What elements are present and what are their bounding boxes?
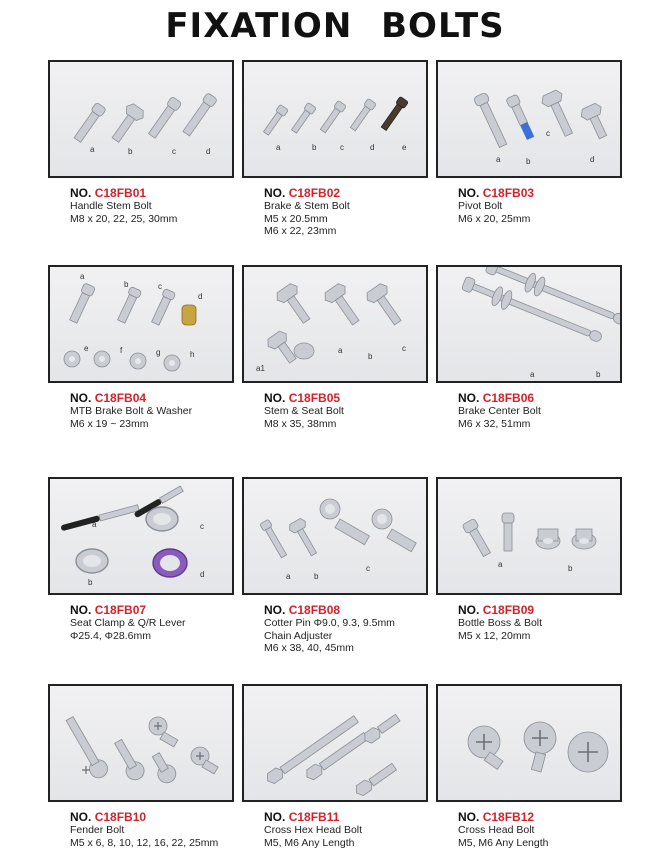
bolt-set-illustration	[438, 267, 622, 383]
product-code-line	[458, 186, 628, 200]
product-caption	[458, 810, 628, 849]
product-code-line	[70, 810, 240, 824]
item-label-a: a	[338, 346, 343, 355]
product-code: C18FB07	[94, 603, 147, 617]
product-caption	[70, 810, 240, 849]
product-spec: M8 x 20, 22, 25, 30mm	[70, 212, 178, 225]
bolt-set-illustration	[244, 479, 428, 595]
item-label-b: b	[368, 352, 373, 361]
product-caption	[458, 603, 628, 642]
item-label-b: b	[314, 572, 319, 581]
product-code-line	[70, 603, 240, 617]
bolt-set-illustration	[438, 62, 622, 178]
item-label-c: c	[340, 143, 344, 152]
product-caption	[264, 603, 434, 655]
item-label-b: b	[596, 370, 601, 379]
product-name: Pivot Bolt	[458, 200, 503, 212]
item-label-a1: a1	[256, 364, 265, 373]
product-no-label: NO.	[458, 603, 480, 617]
product-code: C18FB11	[288, 810, 340, 824]
bolt-set-illustration	[50, 267, 234, 383]
product-photo	[242, 265, 428, 383]
product-no-label: NO.	[458, 810, 480, 824]
product-spec: M5, M6 Any Length	[264, 836, 355, 849]
item-label-b: b	[312, 143, 317, 152]
item-label-d: d	[370, 143, 375, 152]
product-no-label: NO.	[458, 391, 480, 405]
product-spec: M6 x 19 ~ 23mm	[70, 417, 149, 430]
product-code-line	[264, 603, 434, 617]
product-photo	[48, 477, 234, 595]
product-caption	[264, 810, 434, 849]
bolt-set-illustration	[244, 62, 428, 178]
product-code: C18FB08	[288, 603, 341, 617]
product-caption	[458, 186, 628, 225]
bolt-set-illustration	[50, 479, 234, 595]
item-label-c: c	[158, 282, 162, 291]
product-code: C18FB02	[288, 186, 341, 200]
item-label-a: a	[80, 272, 85, 281]
product-code-line	[70, 186, 240, 200]
product-caption	[70, 603, 240, 642]
product-spec: M5 x 6, 8, 10, 12, 16, 22, 25mm	[70, 836, 219, 849]
item-label-b: b	[88, 578, 93, 587]
page-title: FIXATION BOLTS	[165, 6, 505, 46]
product-photo	[436, 265, 622, 383]
product-code: C18FB03	[482, 186, 535, 200]
product-photo	[436, 477, 622, 595]
item-label-a: a	[92, 520, 97, 529]
product-spec: Chain Adjuster	[264, 629, 333, 642]
item-label-b: b	[124, 280, 129, 289]
product-code-line	[458, 603, 628, 617]
product-no-label: NO.	[264, 810, 286, 824]
product-caption	[264, 391, 434, 430]
product-no-label: NO.	[264, 186, 286, 200]
product-no-label: NO.	[70, 810, 92, 824]
product-spec: M6 x 38, 40, 45mm	[264, 642, 354, 654]
product-code-line	[458, 391, 628, 405]
item-label-d: d	[590, 155, 595, 164]
product-photo	[48, 684, 234, 802]
product-name: Cross Hex Head Bolt	[264, 824, 363, 836]
product-name: Handle Stem Bolt	[70, 200, 152, 212]
item-label-c: c	[546, 129, 550, 138]
product-code-line	[264, 186, 434, 200]
product-photo	[242, 477, 428, 595]
item-label-a: a	[530, 370, 535, 379]
bolt-set-illustration	[438, 479, 622, 595]
item-label-a: a	[90, 145, 95, 154]
item-label-h: h	[190, 350, 195, 359]
product-spec: M6 x 22, 23mm	[264, 225, 337, 237]
product-code-line	[458, 810, 628, 824]
item-label-e: e	[84, 344, 89, 353]
product-code-line	[264, 391, 434, 405]
item-label-b: b	[526, 157, 531, 166]
product-code-line	[264, 810, 434, 824]
bolt-set-illustration	[50, 686, 234, 802]
product-name: Cross Head Bolt	[458, 824, 535, 836]
item-label-e: e	[402, 143, 407, 152]
product-no-label: NO.	[264, 391, 286, 405]
item-label-c: c	[402, 344, 406, 353]
bolt-set-illustration	[244, 686, 428, 802]
item-label-b: b	[128, 147, 133, 156]
item-label-b: b	[568, 564, 573, 573]
bolt-set-illustration	[438, 686, 622, 802]
product-name: Seat Clamp & Q/R Lever	[70, 617, 186, 629]
product-spec: M5 x 20.5mm	[264, 212, 328, 225]
product-name: Cotter Pin Φ9.0, 9.3, 9.5mm	[264, 617, 395, 629]
product-spec: M6 x 32, 51mm	[458, 417, 531, 430]
item-label-c: c	[366, 564, 370, 573]
product-photo	[48, 60, 234, 178]
product-photo	[48, 265, 234, 383]
item-label-c: c	[172, 147, 176, 156]
product-spec: M6 x 20, 25mm	[458, 212, 531, 225]
product-code: C18FB10	[94, 810, 147, 824]
product-caption	[70, 391, 240, 430]
item-label-c: c	[200, 522, 204, 531]
product-spec: Φ25.4, Φ28.6mm	[70, 629, 151, 642]
product-spec: M5 x 12, 20mm	[458, 629, 531, 642]
bolt-set-illustration	[244, 267, 428, 383]
item-label-a: a	[498, 560, 503, 569]
item-label-a: a	[276, 143, 281, 152]
product-name: Brake Center Bolt	[458, 405, 541, 417]
product-name: Fender Bolt	[70, 824, 125, 836]
item-label-d: d	[198, 292, 203, 301]
product-spec: M5, M6 Any Length	[458, 836, 549, 849]
product-code: C18FB04	[94, 391, 147, 405]
product-name: Brake & Stem Bolt	[264, 200, 350, 212]
product-code: C18FB09	[482, 603, 535, 617]
product-code: C18FB05	[288, 391, 341, 405]
product-photo	[436, 684, 622, 802]
product-spec: M8 x 35, 38mm	[264, 417, 337, 430]
product-no-label: NO.	[70, 391, 92, 405]
product-name: Bottle Boss & Bolt	[458, 617, 543, 629]
product-caption	[264, 186, 434, 238]
product-no-label: NO.	[458, 186, 480, 200]
product-no-label: NO.	[70, 603, 92, 617]
product-caption	[70, 186, 240, 225]
product-no-label: NO.	[264, 603, 286, 617]
item-label-d: d	[206, 147, 211, 156]
product-photo	[242, 684, 428, 802]
product-code-line	[70, 391, 240, 405]
item-label-f: f	[120, 346, 123, 355]
bolt-set-illustration	[50, 62, 234, 178]
product-code: C18FB12	[482, 810, 535, 824]
product-photo	[242, 60, 428, 178]
item-label-d: d	[200, 570, 205, 579]
product-no-label: NO.	[70, 186, 92, 200]
product-photo	[436, 60, 622, 178]
product-code: C18FB06	[482, 391, 535, 405]
item-label-a: a	[286, 572, 291, 581]
product-name: Stem & Seat Bolt	[264, 405, 344, 417]
item-label-a: a	[496, 155, 501, 164]
product-code: C18FB01	[94, 186, 147, 200]
product-caption	[458, 391, 628, 430]
item-label-g: g	[156, 348, 161, 357]
product-name: MTB Brake Bolt & Washer	[70, 405, 193, 417]
